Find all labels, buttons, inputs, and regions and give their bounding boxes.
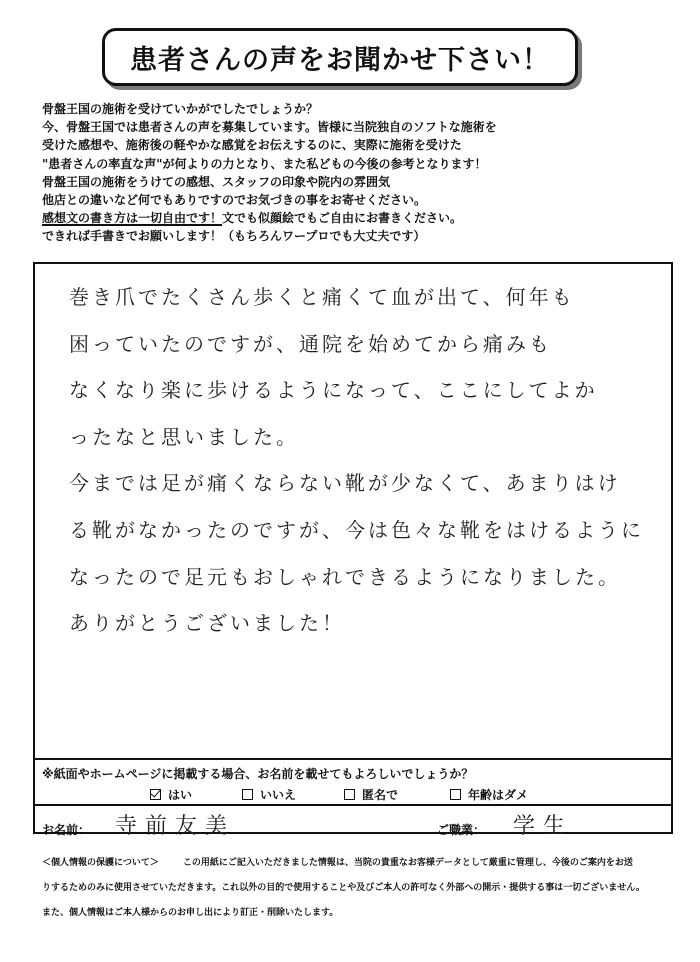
intro-text [42,100,682,246]
page-title: 患者さんの声をお聞かせ下さい！ [102,28,578,86]
comment-line: ったなと思いました。 [69,424,299,449]
checkbox[interactable] [242,789,253,800]
comment-line: ありがとうございました！ [69,611,345,636]
comment-line: る靴がなかったのですが、今は色々な靴をはけるように [69,517,644,542]
free-writing-rest: 文でも似顔絵でもご自由にお書きください。 [222,211,463,226]
privacy-line: また、個人情報はご本人様からのお申し出により訂正・削除いたします。 [42,908,339,918]
comment-line: 今までは足が痛くならない靴が少なくて、あまりはけ [69,471,621,496]
privacy-notice [42,851,682,926]
free-writing-emphasis: 感想文の書き方は一切自由です！ [42,211,223,226]
privacy-text: この用紙にご記入いただきました情報は、当院の貴重なお客様データとして厳重に管理し、今後のご案内をお送 [182,858,633,868]
option-no[interactable] [242,786,296,803]
option-anonymous[interactable] [344,786,398,803]
intro-line: 今、骨盤王国では患者さんの声を募集しています。皆様に当院独自のソフトな施術を [42,120,497,135]
intro-line: 受けた感想や、施術後の軽やかな感覚をお伝えするのに、実際に施術を受けた [42,138,462,153]
divider [35,804,671,806]
intro-line: 骨盤王国の施術を受けていかがでしたでしょうか？ [42,102,319,116]
option-label: はい [168,788,193,802]
option-yes[interactable] [150,786,192,803]
intro-line: 骨盤王国の施術をうけての感想、スタッフの印象や院内の雰囲気 [42,174,391,189]
option-label: 匿名で [362,788,399,802]
comment-line: 困っていたのですが、通院を始めてから痛みも [69,331,552,356]
divider [35,758,671,760]
handwritten-comment [69,274,659,647]
handwrite-note: できれば手書きでお願いします！（もちろんワープロでも大丈夫です） [42,229,426,244]
option-label: いいえ [260,788,297,802]
job-label: ご職業： [437,823,486,837]
checkbox-checked[interactable] [150,789,161,800]
publish-question: ※紙面やホームページに掲載する場合、お名前を載せてもよろしいでしょうか？ [42,767,474,781]
option-label: 年齢はダメ [468,788,529,802]
privacy-line: りするためのみに使用させていただきます。これ以外の目的で使用することや及びご本人の許可なく外部への開示・提供する事は一切ございません。 [42,883,645,893]
job-value[interactable]: 学生 [513,814,574,839]
comment-form [33,262,673,839]
name-label: お名前： [42,823,91,837]
checkbox[interactable] [450,789,461,800]
comment-line: なくなり楽に歩けるようになって、ここにしてよか [69,378,598,403]
option-no-age[interactable] [450,786,528,803]
comment-line: なったので足元もおしゃれできるようになりました。 [69,564,621,589]
intro-line: "患者さんの率直な声"が何よりの力となり、また私どもの今後の参考となります！ [42,156,487,171]
privacy-line [42,851,682,876]
intro-line-free-writing [42,209,682,227]
name-value[interactable]: 寺前友美 [115,814,236,839]
privacy-heading: ＜個人情報の保護について＞ [42,858,159,868]
checkbox[interactable] [344,789,355,800]
comment-line: 巻き爪でたくさん歩くと痛くて血が出て、何年も [69,285,575,309]
intro-line: 他店との違いなど何でもありですのでお気づきの事をお寄せください。 [42,193,427,208]
